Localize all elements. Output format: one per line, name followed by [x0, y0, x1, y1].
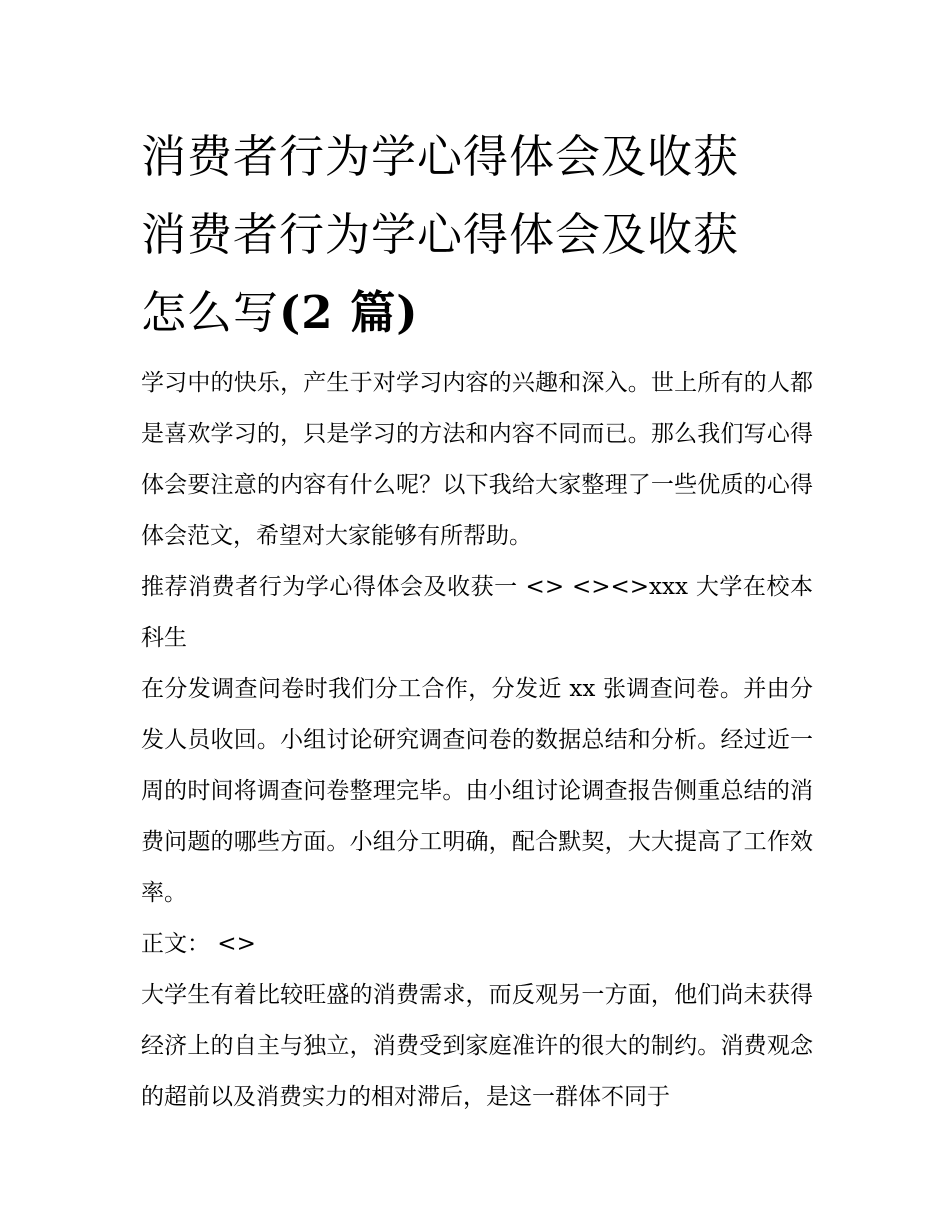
document-title — [141, 118, 813, 352]
intro-paragraph: 学习中的快乐，产生于对学习内容的兴趣和深入。世上所有的人都是喜欢学习的，只是学习的方法和内容不同而已。那么我们写心得体会要注意的内容有什么呢？以下我给大家整理了一些优质的心得体会范文，希望对大家能够有所帮助。 — [141, 370, 813, 549]
recommendation-heading: 推荐消费者行为学心得体会及收获一 <> <><>xxx 大学在校本科生 — [141, 574, 813, 651]
title-line-1: 消费者行为学心得体会及收获 — [141, 130, 740, 183]
title-line-2: 消费者行为学心得体会及收获 — [141, 208, 740, 261]
document-body — [141, 118, 813, 1123]
body-paragraph: 大学生有着比较旺盛的消费需求，而反观另一方面，他们尚未获得经济上的自主与独立，消费受到家庭准许的很大的制约。消费观念的超前以及消费实力的相对滞后，是这一群体不同于 — [141, 982, 813, 1110]
title-count: (2 篇) — [279, 286, 419, 339]
survey-paragraph: 在分发调查问卷时我们分工合作，分发近 xx 张调查问卷。并由分发人员收回。小组讨论研究调查问卷的数据总结和分析。经过近一周的时间将调查问卷整理完毕。由小组讨论调查报告侧重总结的消费问题的哪些方面。小组分工明确，配合默契，大大提高了工作效率。 — [141, 676, 813, 906]
title-line-3: 怎么写 — [141, 286, 280, 339]
body-label: 正文： <> — [141, 931, 256, 957]
